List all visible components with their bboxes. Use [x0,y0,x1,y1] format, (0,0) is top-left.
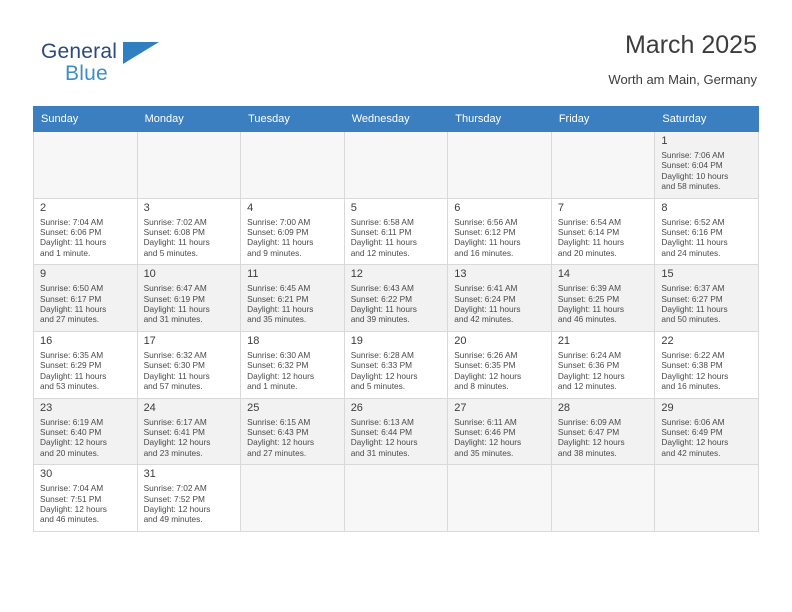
day-number: 18 [247,334,260,347]
day-detail-line: Sunset: 6:36 PM [557,360,620,371]
day-detail-line: and 38 minutes. [557,447,617,458]
day-detail-line: Sunset: 6:29 PM [40,360,102,371]
day-detail-line: and 20 minutes. [40,447,100,458]
day-detail-line: Daylight: 11 hours [350,237,417,248]
day-number: 24 [143,401,156,414]
calendar-day-cell[interactable] [655,331,759,398]
location-label: Worth am Main, Germany [608,72,757,87]
day-detail-line: and 5 minutes. [143,247,198,258]
day-detail-line: Sunrise: 6:09 AM [557,416,621,427]
day-detail-line: Daylight: 11 hours [661,304,728,315]
weekday-header-tuesday: Tuesday [241,107,345,132]
calendar-day-cell[interactable] [34,398,138,465]
calendar-day-cell[interactable] [241,198,345,265]
calendar-day-cell[interactable] [344,198,448,265]
day-detail-line: Sunrise: 6:58 AM [350,216,414,227]
calendar-body [34,132,759,532]
day-detail-line: Sunrise: 6:15 AM [247,416,311,427]
day-detail-line: Sunrise: 6:41 AM [454,283,518,294]
day-detail-line: Daylight: 12 hours [557,437,625,448]
day-number: 9 [40,268,47,281]
day-detail-line: and 16 minutes. [454,247,514,258]
day-detail-line: Daylight: 11 hours [454,237,521,248]
day-detail-line: and 42 minutes. [454,314,514,325]
day-detail-line: Daylight: 11 hours [557,237,625,248]
calendar-day-cell[interactable] [344,398,448,465]
day-detail-line: Sunrise: 6:39 AM [557,283,621,294]
weekday-header-wednesday: Wednesday [344,107,448,132]
calendar-week-row [34,398,759,465]
day-detail-line: Daylight: 11 hours [350,304,417,315]
day-detail-line: Sunset: 6:46 PM [454,426,516,437]
day-detail-line: Daylight: 12 hours [661,370,729,381]
day-number: 3 [143,201,150,214]
day-number: 12 [350,268,363,281]
day-detail-line: Daylight: 11 hours [143,237,210,248]
day-number: 23 [40,401,53,414]
calendar-day-cell[interactable] [137,265,241,332]
day-detail-line: and 50 minutes. [661,314,721,325]
day-detail-line: Sunrise: 6:13 AM [350,416,414,427]
day-detail-line: Sunrise: 6:30 AM [247,349,311,360]
day-detail-line: Sunrise: 6:43 AM [350,283,414,294]
day-detail-line: Sunset: 6:08 PM [143,227,205,238]
day-detail-line: Sunset: 6:49 PM [661,426,723,437]
day-detail-line: Daylight: 11 hours [454,304,521,315]
day-detail-line: Daylight: 11 hours [247,237,314,248]
day-detail-line: and 27 minutes. [247,447,307,458]
day-detail-line: Sunset: 6:09 PM [247,227,309,238]
day-detail-line: Sunset: 6:11 PM [350,227,412,238]
weekday-header-thursday: Thursday [448,107,552,132]
day-number: 10 [143,268,156,281]
calendar-cell-empty [448,465,552,532]
calendar-day-cell[interactable] [551,398,655,465]
day-detail-line: Sunrise: 7:06 AM [661,150,725,160]
day-detail-line: Sunset: 7:51 PM [40,493,102,504]
day-number: 2 [40,201,47,214]
day-detail-line: Sunrise: 6:19 AM [40,416,104,427]
day-number: 5 [350,201,357,214]
day-number: 31 [143,468,156,481]
day-detail-line: Sunrise: 6:35 AM [40,349,104,360]
calendar-day-cell[interactable] [448,331,552,398]
day-detail-line: and 27 minutes. [40,314,100,325]
calendar-day-cell[interactable] [34,465,138,532]
day-detail-line: Sunrise: 6:24 AM [557,349,621,360]
calendar-cell-empty [241,465,345,532]
day-number: 19 [350,334,363,347]
day-detail-line: and 1 minute. [40,247,91,258]
day-detail-line: and 1 minute. [247,381,298,392]
day-number: 26 [350,401,363,414]
day-detail-line: Daylight: 12 hours [40,437,107,448]
calendar-cell-empty [448,132,552,199]
day-detail-line: Sunrise: 6:11 AM [454,416,517,427]
day-detail-line: Daylight: 12 hours [350,437,418,448]
brand-name-bottom: Blue [65,62,108,85]
day-detail-line: Sunrise: 6:52 AM [661,216,725,227]
calendar-day-cell[interactable] [137,331,241,398]
calendar-day-cell[interactable] [655,398,759,465]
weekday-header-friday: Friday [551,107,655,132]
day-detail-line: Sunrise: 6:32 AM [143,349,207,360]
day-detail-line: Daylight: 11 hours [143,370,210,381]
calendar-cell-empty [551,465,655,532]
day-number: 13 [454,268,467,281]
day-detail-line: Sunset: 6:40 PM [40,426,102,437]
day-detail-line: Sunset: 6:12 PM [454,227,516,238]
day-detail-line: Daylight: 11 hours [557,304,625,315]
day-detail-line: and 35 minutes. [454,447,514,458]
day-detail-line: Sunset: 6:30 PM [143,360,205,371]
day-detail-line: Sunset: 6:25 PM [557,293,620,304]
day-detail-line: Sunset: 6:22 PM [350,293,413,304]
calendar-cell-empty [655,465,759,532]
day-detail-line: Sunrise: 7:04 AM [40,483,104,494]
day-detail-line: and 57 minutes. [143,381,203,392]
day-detail-line: and 5 minutes. [350,381,406,392]
day-number: 14 [557,268,571,281]
day-detail-line: Sunset: 6:21 PM [247,293,309,304]
day-number: 6 [454,201,461,214]
day-detail-line: Daylight: 12 hours [557,370,625,381]
calendar-week-row [34,265,759,332]
day-detail-line: Sunset: 6:41 PM [143,426,205,437]
day-detail-line: Sunrise: 6:17 AM [143,416,207,427]
day-detail-line: and 24 minutes. [661,247,721,258]
calendar-day-cell[interactable] [448,198,552,265]
calendar-cell-empty [344,132,448,199]
day-detail-line: and 35 minutes. [247,314,307,325]
calendar-header-row [34,107,759,132]
calendar-day-cell[interactable] [241,398,345,465]
page-title: March 2025 [624,31,757,59]
calendar-day-cell[interactable] [655,132,759,199]
weekday-header-saturday: Saturday [655,107,759,132]
day-number: 30 [40,468,53,481]
day-detail-line: Daylight: 12 hours [40,503,107,514]
day-detail-line: Sunrise: 6:56 AM [454,216,518,227]
day-number: 28 [557,401,571,414]
day-detail-line: and 39 minutes. [350,314,410,325]
day-detail-line: Sunrise: 6:22 AM [661,349,725,360]
day-detail-line: Sunrise: 7:04 AM [40,216,104,227]
day-detail-line: Daylight: 11 hours [40,237,107,248]
day-detail-line: Daylight: 12 hours [454,370,522,381]
page-header [33,24,759,96]
day-detail-line: Daylight: 12 hours [350,370,418,381]
day-number: 27 [454,401,467,414]
calendar-week-row [34,465,759,532]
day-detail-line: Daylight: 11 hours [143,304,210,315]
day-detail-line: Daylight: 11 hours [40,304,107,315]
day-detail-line: and 9 minutes. [247,247,302,258]
day-detail-line: and 49 minutes. [143,514,203,525]
day-detail-line: Sunrise: 6:37 AM [661,283,725,294]
day-detail-line: Sunset: 6:43 PM [247,426,309,437]
day-number: 7 [557,201,564,214]
day-detail-line: and 53 minutes. [40,381,100,392]
calendar-day-cell[interactable] [137,198,241,265]
calendar-week-row [34,198,759,265]
calendar-day-cell[interactable] [448,265,552,332]
day-detail-line: and 20 minutes. [557,247,617,258]
brand-name-top: General [41,40,118,63]
flag-icon [123,42,159,64]
calendar-cell-empty [241,132,345,199]
day-detail-line: Daylight: 11 hours [40,370,107,381]
day-detail-line: and 42 minutes. [661,447,721,458]
calendar-day-cell[interactable] [344,331,448,398]
calendar-week-row [34,132,759,199]
day-number: 20 [454,334,467,347]
day-detail-line: Sunrise: 7:02 AM [143,216,207,227]
day-detail-line: Sunset: 6:06 PM [40,227,102,238]
day-detail-line: Daylight: 11 hours [247,304,314,315]
day-detail-line: Sunset: 6:17 PM [40,293,102,304]
day-detail-line: Sunset: 6:47 PM [557,426,620,437]
day-detail-line: Sunrise: 6:50 AM [40,283,104,294]
day-detail-line: Sunrise: 7:02 AM [143,483,207,494]
calendar-day-cell[interactable] [34,198,138,265]
day-detail-line: Daylight: 12 hours [247,437,314,448]
day-detail-line: Sunset: 6:33 PM [350,360,413,371]
calendar-day-cell[interactable] [34,265,138,332]
calendar-cell-empty [551,132,655,199]
calendar-day-cell[interactable] [34,331,138,398]
calendar-cell-empty [34,132,138,199]
calendar-day-cell[interactable] [344,265,448,332]
day-detail-line: Daylight: 12 hours [247,370,314,381]
day-number: 1 [661,135,668,147]
day-detail-line: and 31 minutes. [143,314,203,325]
day-detail-line: Sunrise: 6:47 AM [143,283,207,294]
day-detail-line: Sunset: 6:38 PM [661,360,723,371]
day-detail-line: Sunrise: 7:00 AM [247,216,311,227]
day-detail-line: Sunset: 6:16 PM [661,227,723,238]
day-detail-line: Sunset: 6:32 PM [247,360,309,371]
calendar-day-cell[interactable] [551,198,655,265]
day-number: 11 [247,268,259,281]
day-detail-line: Sunset: 6:19 PM [143,293,205,304]
day-number: 17 [143,334,156,347]
day-detail-line: Sunset: 7:52 PM [143,493,205,504]
calendar-week-row [34,331,759,398]
day-number: 25 [247,401,260,414]
day-detail-line: and 23 minutes. [143,447,203,458]
day-detail-line: Sunrise: 6:28 AM [350,349,414,360]
calendar-day-cell[interactable] [241,265,345,332]
day-detail-line: Daylight: 12 hours [661,437,729,448]
day-detail-line: Sunrise: 6:54 AM [557,216,621,227]
day-detail-line: and 12 minutes. [557,381,617,392]
calendar-day-cell[interactable] [137,465,241,532]
day-detail-line: Sunset: 6:14 PM [557,227,620,238]
day-detail-line: and 31 minutes. [350,447,410,458]
day-number: 22 [661,334,674,347]
day-number: 8 [661,201,668,214]
day-number: 16 [40,334,53,347]
day-number: 21 [557,334,571,347]
day-detail-line: and 46 minutes. [40,514,100,525]
calendar-day-cell[interactable] [655,265,759,332]
calendar-day-cell[interactable] [137,398,241,465]
calendar-day-cell[interactable] [551,265,655,332]
day-detail-line: and 58 minutes. [661,181,721,192]
day-detail-line: and 12 minutes. [350,247,410,258]
day-detail-line: Sunrise: 6:26 AM [454,349,518,360]
calendar-day-cell[interactable] [551,331,655,398]
day-detail-line: Daylight: 12 hours [143,503,211,514]
day-detail-line: Daylight: 12 hours [143,437,211,448]
day-detail-line: Sunset: 6:24 PM [454,293,516,304]
day-detail-line: Daylight: 10 hours [661,170,729,181]
day-number: 29 [661,401,674,414]
weekday-header-monday: Monday [137,107,241,132]
calendar-day-cell[interactable] [655,198,759,265]
day-detail-line: Sunset: 6:04 PM [661,160,723,171]
day-number: 15 [661,268,674,281]
day-detail-line: Sunrise: 6:06 AM [661,416,725,427]
day-detail-line: Sunset: 6:27 PM [661,293,723,304]
day-detail-line: Sunset: 6:44 PM [350,426,413,437]
day-detail-line: Daylight: 12 hours [454,437,522,448]
day-detail-line: Daylight: 11 hours [661,237,728,248]
day-detail-line: and 8 minutes. [454,381,509,392]
calendar-cell-empty [344,465,448,532]
day-detail-line: Sunset: 6:35 PM [454,360,516,371]
weekday-header-sunday: Sunday [34,107,138,132]
day-detail-line: and 46 minutes. [557,314,617,325]
calendar-day-cell[interactable] [448,398,552,465]
title-block [608,30,757,87]
day-detail-line: and 16 minutes. [661,381,721,392]
calendar-cell-empty [137,132,241,199]
day-number: 4 [247,201,254,214]
day-detail-line: Sunrise: 6:45 AM [247,283,311,294]
calendar-day-cell[interactable] [241,331,345,398]
calendar-table [33,106,759,532]
brand-logo [41,40,191,88]
